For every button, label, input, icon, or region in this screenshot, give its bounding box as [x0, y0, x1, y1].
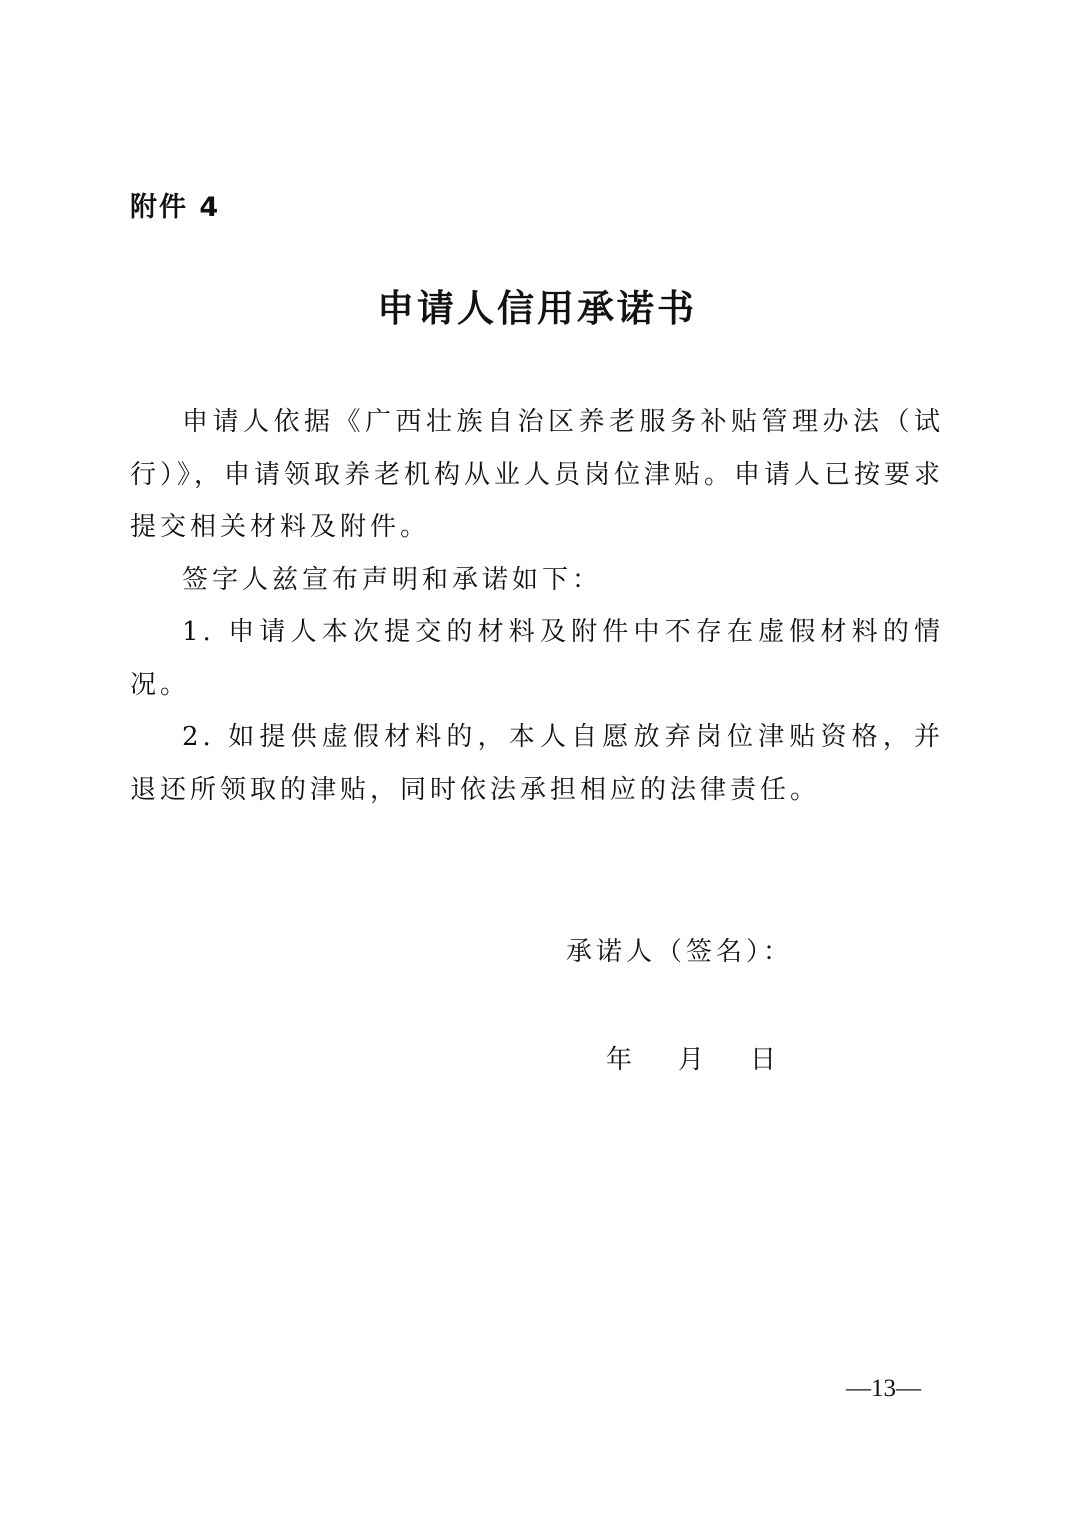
- date-line: [606, 1038, 776, 1082]
- date-day-label: 日: [750, 1045, 777, 1075]
- date-year-label: 年: [606, 1045, 633, 1075]
- paragraph-commitment-2: 2. 如提供虚假材料的，本人自愿放弃岗位津贴资格，并退还所领取的津贴，同时依法承担相应的法律责任。: [130, 722, 944, 805]
- paragraph-declaration-intro: 签字人兹宣布声明和承诺如下：: [182, 564, 603, 595]
- attachment-label: 附件 4: [130, 192, 221, 223]
- page-number: —13—: [846, 1375, 921, 1402]
- date-month-label: 月: [678, 1045, 705, 1075]
- document-title: 申请人信用承诺书: [377, 287, 697, 330]
- signature-label: 承诺人（签名）：: [566, 937, 794, 967]
- paragraph-commitment-1: 1. 申请人本次提交的材料及附件中不存在虚假材料的情况。: [130, 617, 944, 700]
- document-body: [130, 396, 944, 816]
- paragraph-basis: 申请人依据《广西壮族自治区养老服务补贴管理办法（试行）》，申请领取养老机构从业人员岗位津贴。申请人已按要求提交相关材料及附件。: [130, 407, 945, 542]
